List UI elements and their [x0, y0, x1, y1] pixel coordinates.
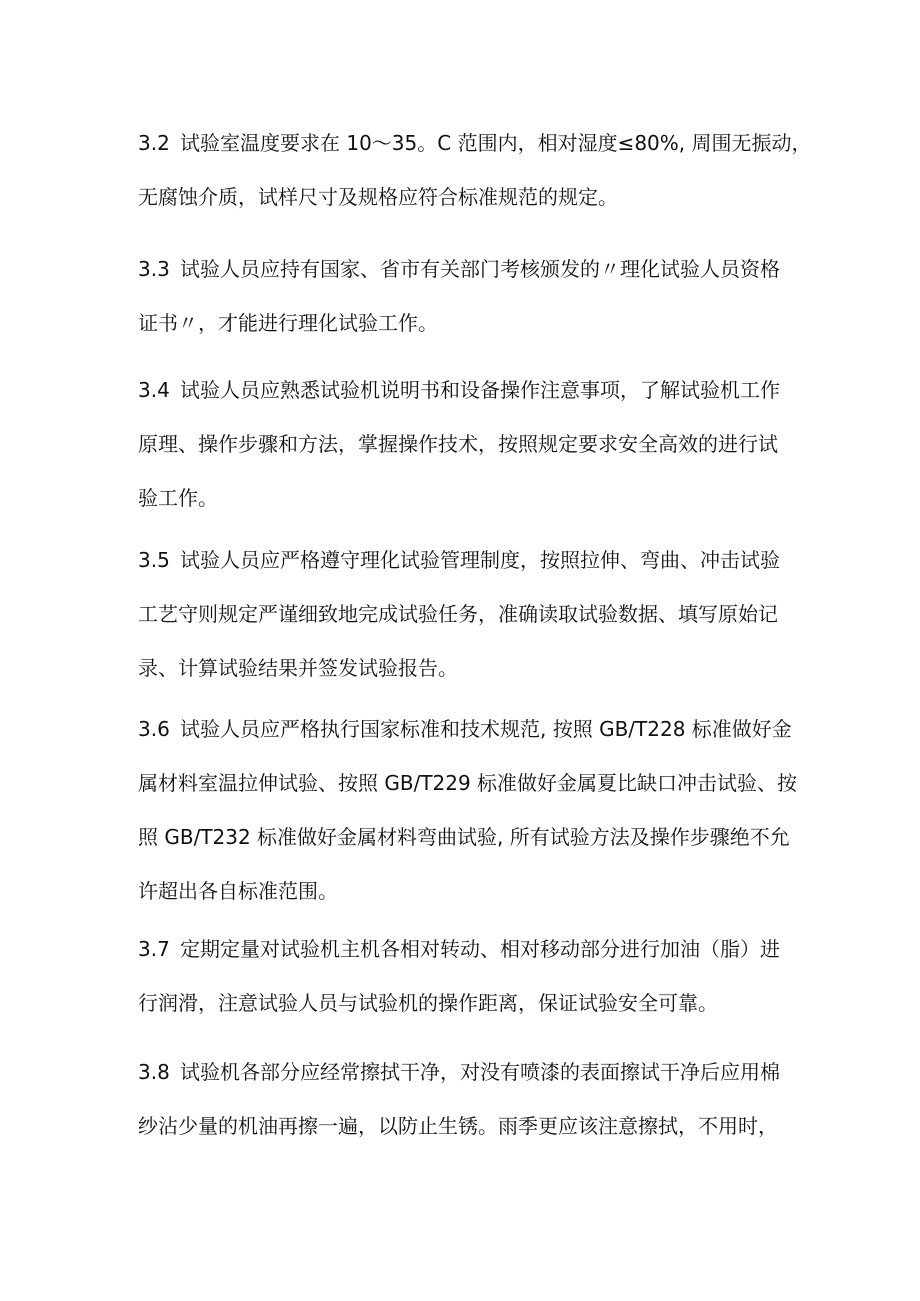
- text-line: 工艺守则规定严谨细致地完成试验任务，准确读取试验数据、填写原始记: [138, 602, 778, 626]
- text-line: 照 GB/T232 标准做好金属材料弯曲试验, 所有试验方法及操作步骤绝不允: [138, 825, 790, 849]
- section-number: 3.6: [138, 717, 170, 741]
- text-line: [138, 259, 798, 279]
- text-line: 录、计算试验结果并签发试验报告。: [138, 656, 458, 680]
- section-number: 3.2: [138, 131, 170, 155]
- section-3-8: [138, 1062, 798, 1136]
- section-3-7: [138, 939, 798, 1013]
- section-number: 3.3: [138, 257, 170, 281]
- text-line: 行润滑，注意试验人员与试验机的操作距离，保证试验安全可靠。: [138, 991, 718, 1015]
- text-line: 证书〃，才能进行理化试验工作。: [138, 311, 438, 335]
- section-3-2: [138, 131, 812, 209]
- line-text: 定期定量对试验机主机各相对转动、相对移动部分进行加油（脂）进: [180, 937, 780, 961]
- line-text: 试验室温度要求在 10～35。C 范围内，相对湿度≤80%, 周围无振动，: [180, 131, 812, 155]
- text-line: 验工作。: [138, 486, 218, 510]
- text-line: [138, 719, 798, 739]
- text-line: [138, 380, 798, 400]
- line-text: 试验人员应持有国家、省市有关部门考核颁发的〃理化试验人员资格: [180, 257, 780, 281]
- text-line: 纱沾少量的机油再擦一遍，以防止生锈。雨季更应该注意擦拭，不用时，: [138, 1114, 778, 1138]
- section-number: 3.5: [138, 548, 170, 572]
- text-line: 许超出各自标准范围。: [138, 879, 338, 903]
- section-number: 3.7: [138, 937, 170, 961]
- section-number: 3.4: [138, 378, 170, 402]
- section-number: 3.8: [138, 1060, 170, 1084]
- section-3-4: [138, 380, 798, 508]
- text-line: [138, 1062, 798, 1082]
- text-line: 无腐蚀介质，试样尺寸及规格应符合标准规范的规定。: [138, 185, 618, 209]
- line-text: 试验人员应严格执行国家标准和技术规范, 按照 GB/T228 标准做好金: [180, 717, 792, 741]
- section-3-5: [138, 550, 798, 678]
- text-line: [138, 550, 798, 570]
- text-line: [138, 131, 812, 155]
- text-line: 属材料室温拉伸试验、按照 GB/T229 标准做好金属夏比缺口冲击试验、按: [138, 771, 798, 795]
- line-text: 试验机各部分应经常擦拭干净，对没有喷漆的表面擦试干净后应用棉: [180, 1060, 780, 1084]
- section-3-6: [138, 719, 798, 901]
- section-3-3: [138, 259, 798, 333]
- text-line: [138, 939, 798, 959]
- line-text: 试验人员应熟悉试验机说明书和设备操作注意事项，了解试验机工作: [180, 378, 780, 402]
- text-line: 原理、操作步骤和方法，掌握操作技术，按照规定要求安全高效的进行试: [138, 432, 778, 456]
- line-text: 试验人员应严格遵守理化试验管理制度，按照拉伸、弯曲、冲击试验: [180, 548, 780, 572]
